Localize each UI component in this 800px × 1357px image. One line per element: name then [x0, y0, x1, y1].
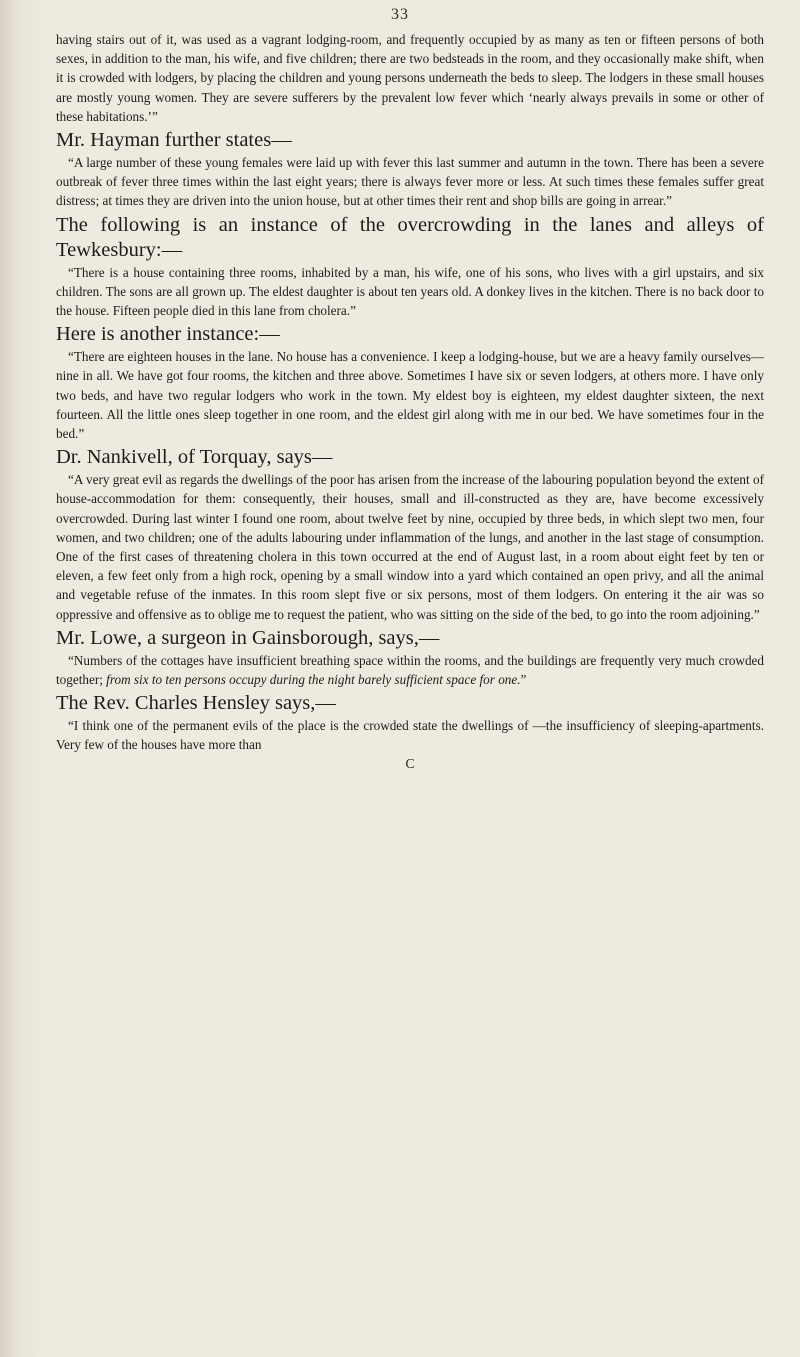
page-number: 33: [391, 6, 409, 23]
quote-hensley: “I think one of the permanent evils of the place is the crowded state the dwellings of —the insufficiency of sleeping-apartments. Very few of the houses have more than: [56, 718, 764, 753]
quote-another-instance: “There are eighteen houses in the lane. No house has a convenience. I keep a lodging-house, but we are a heavy family ourselves—nine in all. We have got four rooms, the kitchen and three above. Sometimes I have six or seven lodgers, at others more. I have only two beds, and have two regular lodgers who work in the town. My eldest boy is eighteen, my eldest daughter sixteen, the next fourteen. All the little ones sleep together in one room, and the eldest girl along with me in our bed. We have sometimes four in the bed.”: [56, 349, 764, 442]
quote-lowe-text: “Numbers of the cottages have insufficient breathing space within the rooms, and the buildings are frequently very much crowded together;: [56, 652, 764, 688]
heading-hensley: The Rev. Charles Hensley says,—: [56, 692, 336, 715]
quote-lowe-close: ”: [520, 672, 527, 688]
quote-lowe: [56, 651, 764, 689]
page-body: [56, 30, 764, 773]
paragraph-vagrant-lodging: having stairs out of it, was used as a vagrant lodging-room, and frequently occupied by as many as ten or fifteen persons of both sexes, in addition to the man, his wife, and five children; there are two bedsteads in the room, and they occasionally make shift, when it is crowded with lodgers, by placing the children and young persons underneath the beds to sleep. The lodgers in these small houses are mostly young women. They are severe sufferers by the prevalent low fever which ‘nearly always prevails in some or other of these habitations.’”: [56, 32, 764, 124]
quote-nankivell: “A very great evil as regards the dwellings of the poor has arisen from the increase of the labouring population beyond the extent of house-accommodation for them: consequently, their houses, small and ill-constructed as they are, have become excessively overcrowded. During last winter I found one room, about twelve feet by nine, occupied by three beds, in which slept two men, four women, and two children; one of the adults labouring under inflammation of the lungs, and another in the last stage of consumption. One of the first cases of threatening cholera in this town occurred at the end of August last, in a room about eight feet by ten or eleven, a few feet only from a high rock, opening by a small window into a yard which contained an open privy, and all the animal and vegetable refuse of the inmates. In this room slept five or six persons, most of them lodgers. On entering it the air was so oppressive and offensive as to oblige me to request the patient, who was sitting on the side of the bed, to go into the room adjoining.”: [56, 472, 764, 622]
heading-nankivell: Dr. Nankivell, of Torquay, says—: [56, 446, 333, 469]
heading-tewkesbury: The following is an instance of the overcrowding in the lanes and alleys of Tewkesbury:—: [56, 213, 764, 261]
quote-hayman: “A large number of these young females were laid up with fever this last summer and autumn in the town. There has been a severe outbreak of fever three times within the last eight years; there is always fever more or less. At such times these females suffer great distress; at times they are driven into the union house, but at other times their rent and shop bills are going in arrear.”: [56, 155, 764, 209]
quote-tewkesbury: “There is a house containing three rooms, inhabited by a man, his wife, one of his sons, who lives with a girl upstairs, and six children. The sons are all grown up. The eldest daughter is about ten years old. A donkey lives in the kitchen. There is no back door to the house. Fifteen people died in this lane from cholera.”: [56, 264, 764, 319]
quote-lowe-italic: from six to ten persons occupy during the night barely sufficient space for one.: [106, 672, 521, 688]
signature-mark: C: [405, 755, 415, 771]
heading-hayman: Mr. Hayman further states—: [56, 129, 292, 152]
heading-another-instance: Here is another instance:—: [56, 323, 280, 346]
heading-lowe: Mr. Lowe, a surgeon in Gainsborough, says,—: [56, 626, 440, 649]
